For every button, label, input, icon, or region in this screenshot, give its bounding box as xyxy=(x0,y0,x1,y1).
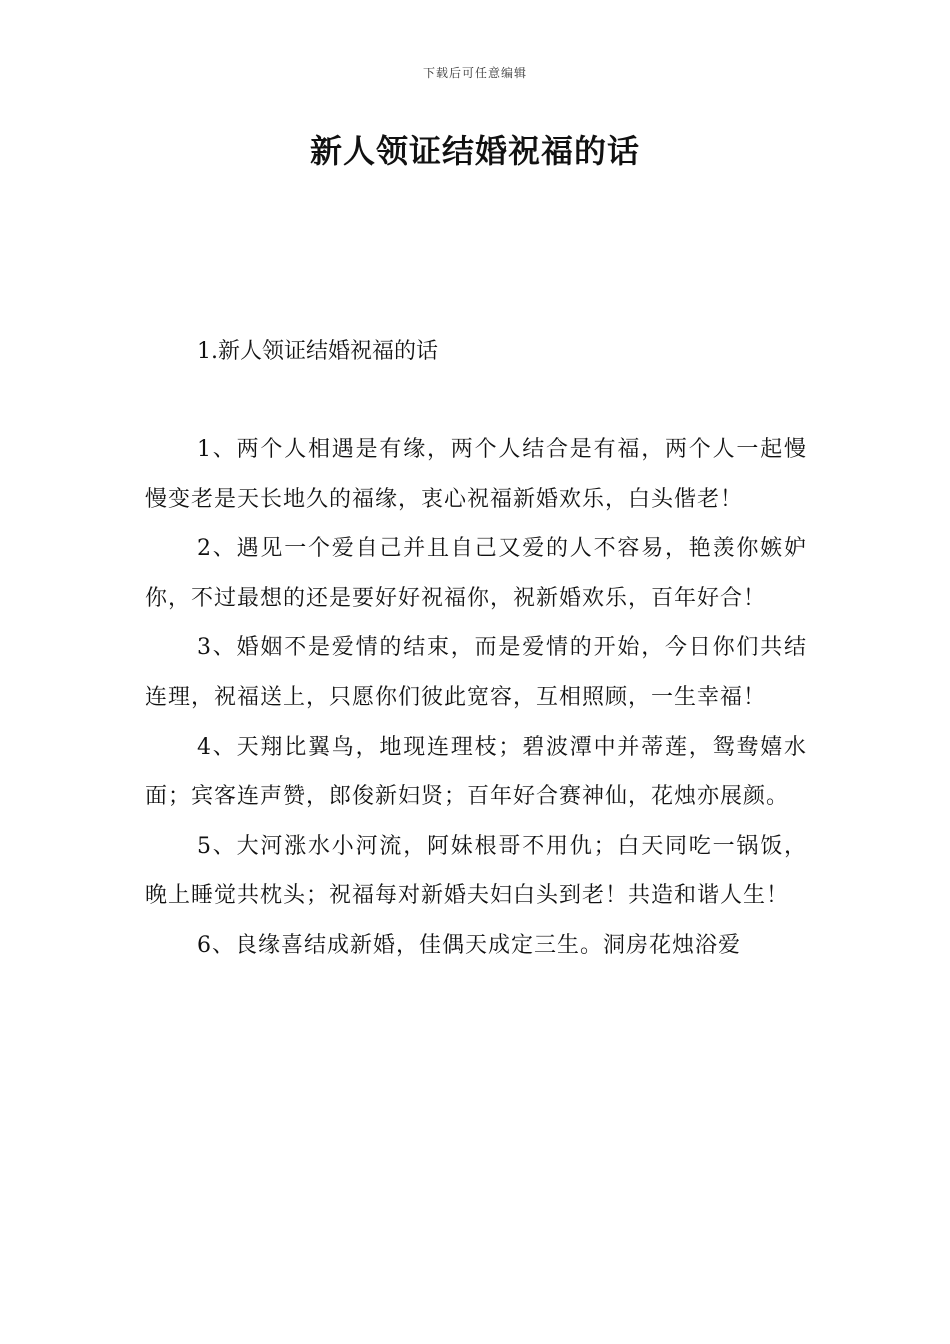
document-title: 新人领证结婚祝福的话 xyxy=(309,132,640,170)
paragraph-4: 4、天翔比翼鸟，地现连理枝；碧波潭中并蒂莲，鸳鸯嬉水面；宾客连声赞，郎俊新妇贤；百年好合赛神仙，花烛亦展颜。 xyxy=(145,734,807,810)
section-heading: 1.新人领证结婚祝福的话 xyxy=(197,339,438,364)
paragraph-6: 6、良缘喜结成新婚，佳偶天成定三生。洞房花烛浴爱 xyxy=(197,932,741,958)
paragraph-2: 2、遇见一个爱自己并且自己又爱的人不容易，艳羡你嫉妒你，不过最想的还是要好好祝福你，祝新婚欢乐，百年好合！ xyxy=(145,536,807,611)
header-note: 下载后可任意编辑 xyxy=(422,66,527,80)
paragraph-1: 1、两个人相遇是有缘，两个人结合是有福，两个人一起慢慢变老是天长地久的福缘，衷心祝福新婚欢乐，白头偕老！ xyxy=(145,437,807,512)
paragraph-3: 3、婚姻不是爱情的结束，而是爱情的开始，今日你们共结连理，祝福送上，只愿你们彼此宽容，互相照顾，一生幸福！ xyxy=(145,635,807,710)
body-text xyxy=(145,425,807,971)
paragraph-5: 5、大河涨水小河流，阿妹根哥不用仇；白天同吃一锅饭，晚上睡觉共枕头；祝福每对新婚夫妇白头到老！共造和谐人生！ xyxy=(145,833,807,909)
